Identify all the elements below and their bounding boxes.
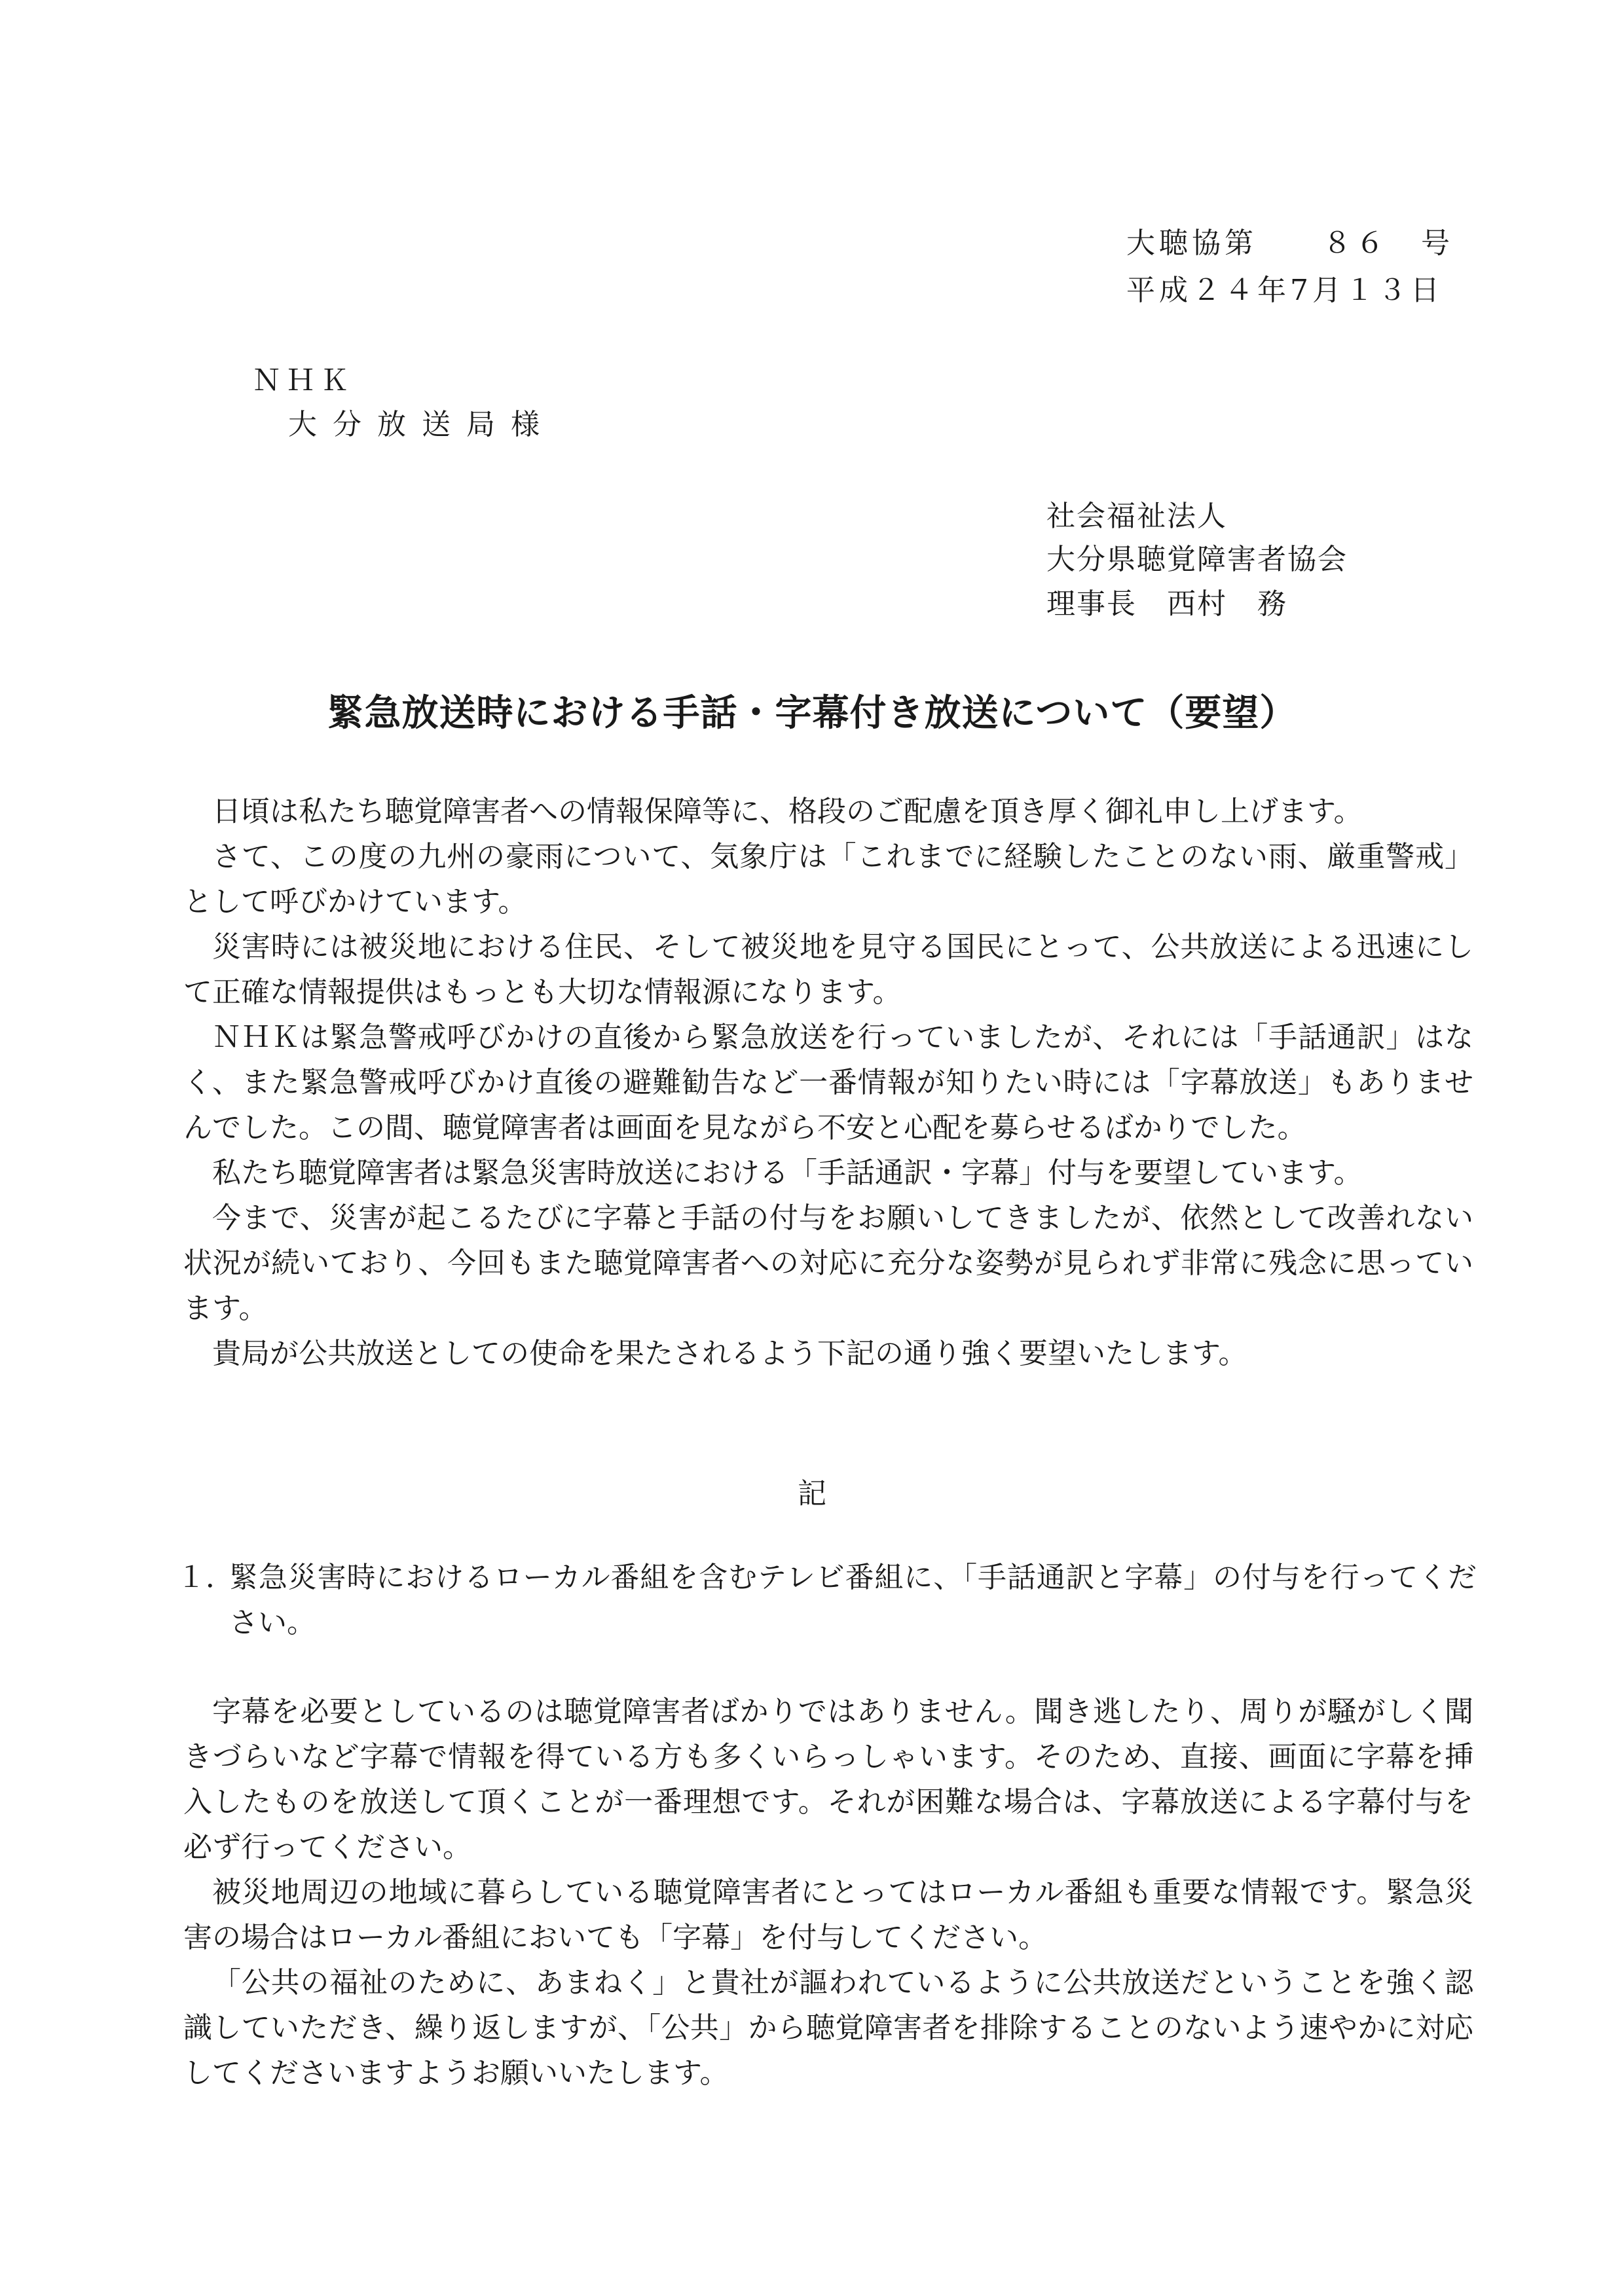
intro-paragraph: 日頃は私たち聴覚障害者への情報保障等に、格段のご配慮を頂き厚く御礼申し上げます。 — [212, 795, 1363, 828]
sender-organization: 大分県聴覚障害者協会 — [1046, 543, 1348, 576]
recipient-name: 大分放送局様 — [288, 408, 555, 441]
intro-paragraph: 私たち聴覚障害者は緊急災害時放送における「手話通訳・字幕」付与を要望しています。 — [212, 1156, 1363, 1190]
request-item — [177, 1555, 1477, 1645]
document-title: 緊急放送時における手話・字幕付き放送について（要望） — [327, 691, 1297, 735]
intro-section — [183, 789, 1473, 1376]
explanation-paragraph: 字幕を必要としているのは聴覚障害者ばかりではありません。聞き逃したり、周りが騒がしく聞きづらいなど字幕で情報を得ている方も多くいらっしゃいます。そのため、直接、画面に字幕を挿入したものを放送して頂くことが一番理想です。それが困難な場合は、字幕放送による字幕付与を必ず行ってください。 — [183, 1695, 1473, 1864]
request-text: 緊急災害時におけるローカル番組を含むテレビ番組に、「手話通訳と字幕」の付与を行ってください。 — [229, 1561, 1477, 1639]
request-number: １． — [177, 1561, 234, 1594]
explanation-section — [183, 1689, 1473, 2096]
explanation-paragraph: 被災地周辺の地域に暮らしている聴覚障害者にとってはローカル番組も重要な情報です。緊急災害の場合はローカル番組においても「字幕」を付与してください。 — [183, 1876, 1473, 1954]
ki-heading: 記 — [798, 1477, 826, 1510]
intro-paragraph: 災害時には被災地における住民、そして被災地を見守る国民にとって、公共放送による迅速にして正確な情報提供はもっとも大切な情報源になります。 — [183, 930, 1473, 1009]
recipient-organization: ＮＨＫ — [252, 364, 354, 397]
sender-corporation-type: 社会福祉法人 — [1046, 500, 1227, 533]
intro-paragraph: ＮＨＫは緊急警戒呼びかけの直後から緊急放送を行っていましたが、それには「手話通訳」はなく、また緊急警戒呼びかけ直後の避難勧告など一番情報が知りたい時には「字幕放送」もありませんでした。この間、聴覚障害者は画面を見ながら不安と心配を募らせるばかりでした。 — [183, 1021, 1473, 1144]
intro-paragraph: さて、この度の九州の豪雨について、気象庁は「これまでに経験したことのない雨、厳重警戒」として呼びかけています。 — [183, 840, 1473, 919]
document-number: 大聴協第 ８６ 号 — [1126, 227, 1454, 260]
intro-paragraph: 貴局が公共放送としての使命を果たされるよう下記の通り強く要望いたします。 — [212, 1337, 1247, 1370]
intro-paragraph: 今まで、災害が起こるたびに字幕と手話の付与をお願いしてきましたが、依然として改善れない状況が続いており、今回もまた聴覚障害者への対応に充分な姿勢が見られず非常に残念に思っています。 — [183, 1201, 1473, 1325]
explanation-paragraph: 「公共の福祉のために、あまねく」と貴社が謳われているように公共放送だということを強く認識していただき、繰り返しますが、「公共」から聴覚障害者を排除することのないよう速やかに対応してくださいますようお願いいたします。 — [183, 1966, 1473, 2090]
sender-representative: 理事長 西村 務 — [1046, 587, 1287, 621]
document-date: 平成２４年7月１３日 — [1126, 274, 1443, 307]
